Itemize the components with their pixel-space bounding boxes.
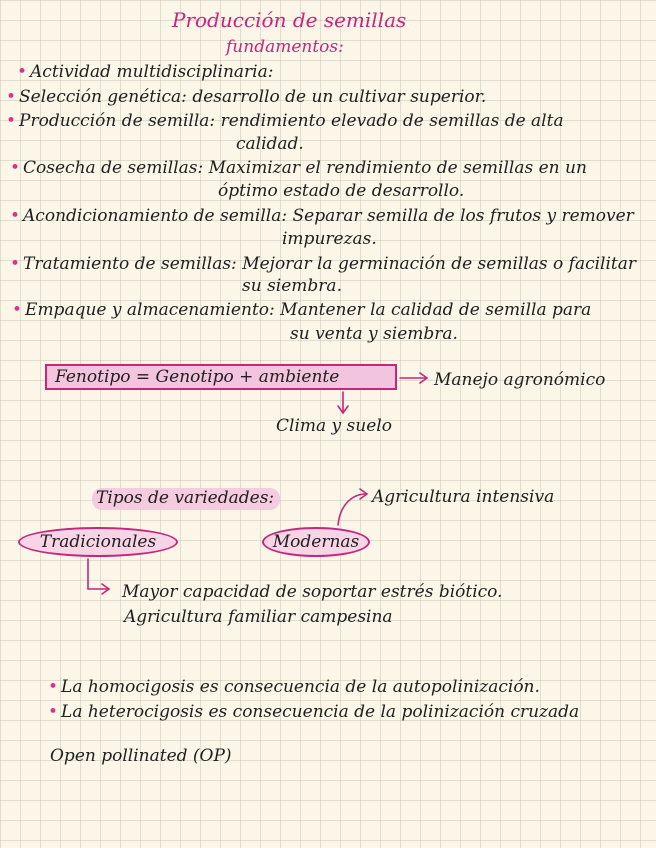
bullet-text: rendimiento elevado de semillas de alta (220, 111, 564, 131)
bullet-dot-icon: • (10, 206, 21, 226)
varieties-heading: Tipos de variedades: (96, 488, 275, 508)
bullet-dot-icon: • (12, 300, 23, 320)
bullet-dot-icon: • (48, 702, 59, 722)
note-text: La homocigosis es consecuencia de la autopolinización. (61, 677, 540, 697)
traditional-oval: Tradicionales (18, 527, 178, 557)
formula-box: Fenotipo = Genotipo + ambiente (45, 364, 397, 390)
page-title: Producción de semillas (172, 8, 407, 32)
bullet-continuation: impurezas. (282, 229, 377, 249)
bullet-lead: Cosecha de semillas: (23, 158, 204, 178)
bullet-dot-icon: • (48, 677, 59, 697)
bullet-lead: Tratamiento de semillas: (23, 254, 237, 274)
bullet-lead: Producción de semilla: (19, 111, 216, 131)
bent-arrow-icon (88, 559, 109, 594)
bullet-text: desarrollo de un cultivar superior. (192, 87, 487, 107)
traditional-note: Agricultura familiar campesina (124, 607, 393, 627)
bullet-dot-icon: • (10, 158, 21, 178)
bullet-text: Mejorar la germinación de semillas o facilitar (242, 254, 637, 274)
bullet-dot-icon: • (10, 254, 21, 274)
bullet-continuation: óptimo estado de desarrollo. (218, 181, 465, 201)
arrow-right-icon (400, 373, 427, 383)
arrow-down-icon (338, 392, 348, 413)
bullet-continuation: calidad. (236, 134, 304, 154)
traditional-note: Mayor capacidad de soportar estrés biótico. (122, 582, 503, 602)
page-subtitle: fundamentos: (226, 37, 344, 57)
modern-oval: Modernas (262, 527, 370, 557)
bullet-lead: Selección genética: (19, 87, 187, 107)
bullet-dot-icon: • (6, 87, 17, 107)
bullet-text: Separar semilla de los frutos y remover (292, 206, 634, 226)
bullet-text: Maximizar el rendimiento de semillas en un (208, 158, 587, 178)
bullet-dot-icon: • (17, 62, 28, 82)
bullet-lead: Empaque y almacenamiento: (25, 300, 275, 320)
curved-arrow-icon (338, 489, 367, 525)
modern-note: Agricultura intensiva (372, 487, 555, 507)
bullet-continuation: su siembra. (242, 276, 342, 296)
note-text: La heterocigosis es consecuencia de la polinización cruzada (61, 702, 580, 722)
bullet-continuation: su venta y siembra. (290, 324, 458, 344)
bullet-lead: Actividad multidisciplinaria: (30, 62, 274, 82)
formula-right-note: Manejo agronómico (434, 370, 606, 390)
formula-below-note: Clima y suelo (276, 416, 392, 436)
bullet-lead: Acondicionamiento de semilla: (23, 206, 288, 226)
bullet-text: Mantener la calidad de semilla para (280, 300, 592, 320)
bullet-dot-icon: • (6, 111, 17, 131)
footer-note: Open pollinated (OP) (50, 746, 232, 766)
